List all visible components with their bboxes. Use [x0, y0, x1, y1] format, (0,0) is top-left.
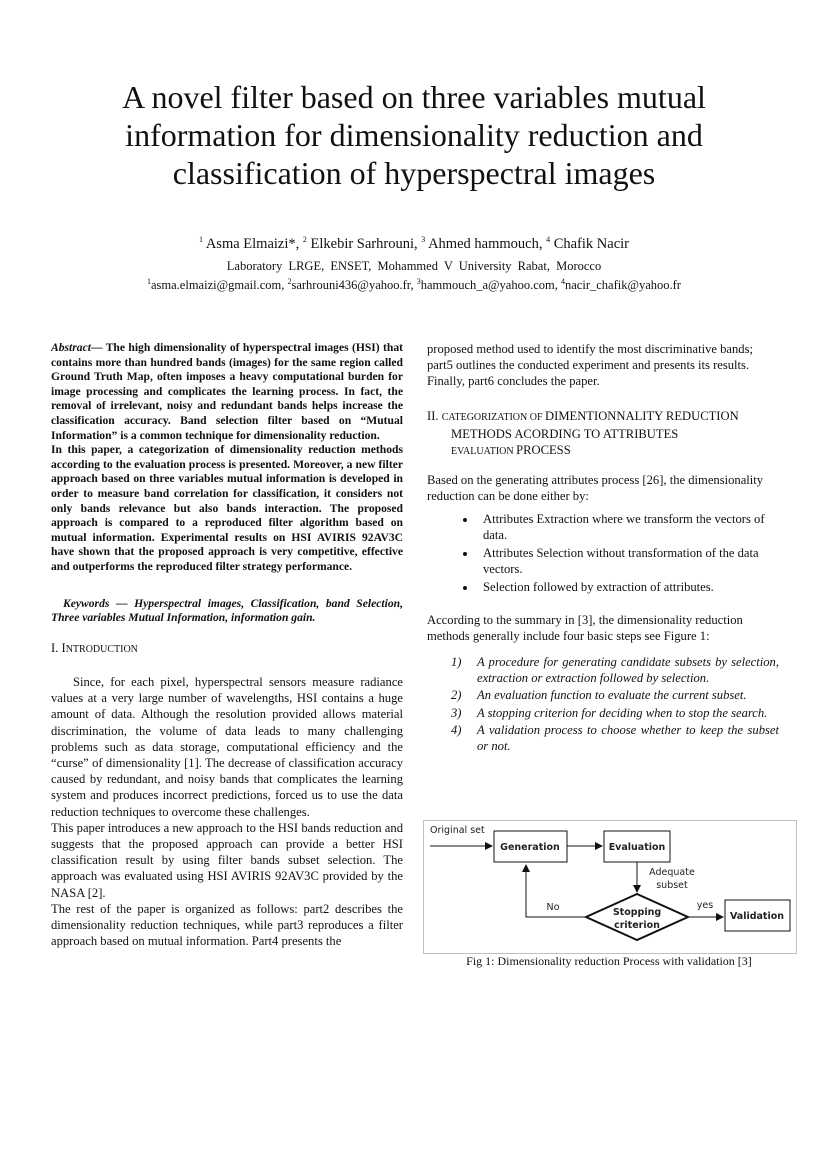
- intro-continuation: proposed method used to identify the most discriminative bands; part5 outlines the conducted experiment and presents its results. Finally, part6 concludes the paper.: [427, 342, 753, 389]
- section-heading-introduction: [51, 640, 403, 658]
- abstract-lead: Abstract—: [51, 341, 103, 354]
- yes-label: yes: [696, 900, 714, 911]
- figure-1: [423, 820, 797, 954]
- step-number: 4): [451, 722, 462, 737]
- flowchart-diagram: [424, 821, 796, 953]
- author-sup: 1: [199, 235, 203, 245]
- list-item: [451, 722, 779, 754]
- abstract-paragraph-2: In this paper, a categorization of dimensionality reduction methods according to the evaluation process is presented. Moreover, a new filter approach based on three variables mutual information is developed in order to measure band correlation for classification, it considers not only bands relevance but also bands interaction. The proposed approach is compared to a reproduced filter algorithm based on mutual information. Experimental results on HSI AVIRIS 92AV3C have shown that the proposed approach is very competitive, effective and outperforms the reproduced filter strategy performance.: [51, 443, 403, 573]
- step-text: A procedure for generating candidate subsets by selection, extraction or extraction followed by selection.: [477, 655, 779, 686]
- summary-paragraph: According to the summary in [3], the dimensionality reduction methods generally include four basic steps see Figure 1:: [427, 612, 743, 643]
- stopping-label: Stopping: [612, 907, 662, 918]
- email-address: hammouch_a@yahoo.com,: [420, 278, 558, 292]
- heading-number: I. I: [51, 640, 66, 655]
- heading-text: METHODS ACORDING TO ATTRIBUTES: [451, 426, 679, 441]
- email-address: asma.elmaizi@gmail.com,: [151, 278, 285, 292]
- evaluation-label: Evaluation: [608, 842, 666, 853]
- no-label: No: [546, 902, 560, 913]
- affiliation: Laboratory LRGE, ENSET, Mohammed V University Rabat, Morocco: [226, 259, 602, 273]
- email-sup: 1: [147, 276, 151, 286]
- step-text: A validation process to choose whether to keep the subset or not.: [477, 722, 779, 754]
- heading-number: II.: [427, 408, 442, 423]
- steps-list: [427, 654, 779, 754]
- author-sup: 4: [546, 235, 551, 245]
- subset-label: subset: [656, 880, 688, 891]
- step-number: 2): [451, 688, 462, 703]
- section2-intro: Based on the generating attributes process [26], the dimensionality reduction can be done either by:: [427, 473, 764, 504]
- original-set-label: Original set: [430, 825, 485, 836]
- email-address: nacir_chafik@yahoo.fr: [565, 278, 681, 292]
- step-number: 1): [451, 655, 462, 670]
- list-item: • Selection followed by extraction of attributes.: [477, 579, 779, 595]
- email-sup: 4: [561, 276, 565, 286]
- author-name: Chafik Nacir: [553, 236, 629, 252]
- email-sup: 2: [287, 276, 292, 286]
- paper-title: A novel filter based on three variables mutual information for dimensionality reduction and classification of hyperspectral images: [122, 79, 706, 191]
- step-number: 3): [451, 705, 462, 720]
- author-sup: 2: [302, 235, 307, 245]
- author-name: Elkebir Sarhrouni,: [310, 236, 418, 252]
- author-name: Asma Elmaizi*,: [205, 236, 300, 252]
- heading-text: PROCESS: [516, 443, 571, 458]
- validation-label: Validation: [729, 911, 785, 922]
- heading-text-sc: CATEGORIZATION OF: [441, 411, 546, 423]
- right-column: [427, 341, 779, 755]
- list-item: [451, 654, 779, 686]
- abstract-paragraph: [51, 341, 403, 443]
- author-sup: 3: [421, 235, 426, 245]
- intro-paragraph-3: The rest of the paper is organized as follows: part2 describes the dimensionality reduction techniques, while part3 reproduces a filter approach based on mutual information. Part4 presents the: [51, 901, 403, 949]
- keywords: Keywords — Hyperspectral images, Classification, band Selection, Three variables Mutual Information, information gain.: [51, 596, 403, 625]
- step-text: A stopping criterion for deciding when to stop the search.: [477, 705, 768, 720]
- abstract-text: The high dimensionality of hyperspectral images (HSI) that contains more than hundred bands (images) for the same region called Ground Truth Map, often imposes a heavy computational burden for image processing and complicates the learning process. In fact, the removal of irrelevant, noisy and redundant bands helps increase the classification accuracy. Band selection filter based on “Mutual Information” is a common technique for dimensionality reduction.: [51, 341, 403, 442]
- left-column: [51, 341, 403, 949]
- list-item: • Attributes Selection without transformation of the data vectors.: [477, 545, 779, 577]
- criterion-label: criterion: [614, 920, 660, 931]
- heading-text: NTRODUCTION: [65, 643, 138, 655]
- heading-text-sc: EVALUATION: [451, 446, 517, 458]
- list-item: • Attributes Extraction where we transform the vectors of data.: [477, 511, 779, 543]
- list-item: [451, 687, 779, 703]
- figure-caption: Fig 1: Dimensionality reduction Process with validation [3]: [466, 954, 752, 968]
- email-sup: 3: [416, 276, 421, 286]
- email-address: sarhrouni436@yahoo.fr,: [291, 278, 414, 292]
- author-list: [60, 236, 768, 253]
- email-list: [60, 278, 768, 293]
- list-item: [451, 705, 779, 721]
- section-heading-categorization: [427, 408, 779, 461]
- generation-label: Generation: [500, 842, 560, 853]
- author-name: Ahmed hammouch,: [428, 236, 543, 252]
- intro-paragraph-1: Since, for each pixel, hyperspectral sensors measure radiance values at a very large number of wavelengths, HSI contains a huge amount of data. Although the resolution provided allows material discrimination, the volume of data leads to many challenging problems such as data storage, computational efficiency and the “curse” of dimensionality [1]. The decrease of classification accuracy caused by redundant, and noisy bands that complicates the learning system and produces incorrect predictions, forced us to use the data reduction techniques to overcome these challenges.: [51, 674, 403, 819]
- adequate-label: Adequate: [649, 867, 695, 878]
- heading-text: DIMENTIONNALITY REDUCTION: [545, 408, 739, 423]
- step-text: An evaluation function to evaluate the current subset.: [477, 688, 747, 703]
- intro-paragraph-2: This paper introduces a new approach to the HSI bands reduction and suggests that the proposed approach can provide a better HSI classification result by using filter bands subset selection. The approach was evaluated using HSI AVIRIS 92AV3C provided by the NASA [2].: [51, 820, 403, 900]
- attributes-list: [427, 511, 779, 596]
